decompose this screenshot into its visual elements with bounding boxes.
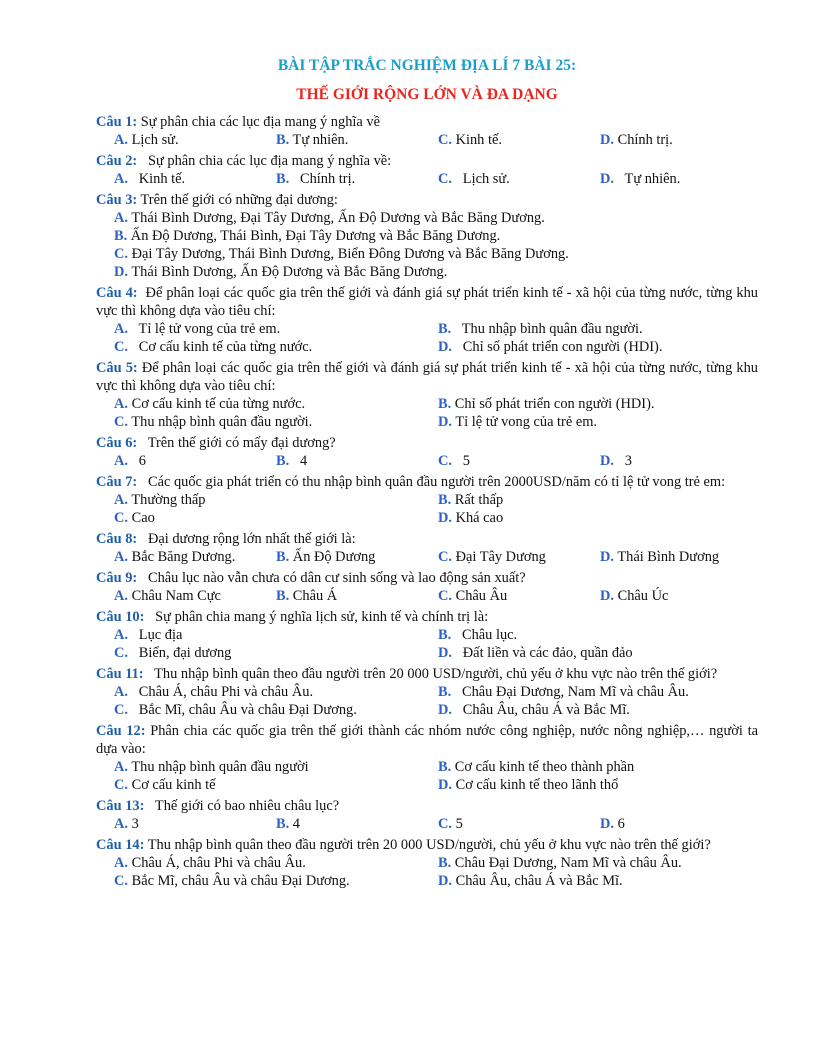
- option-text: Thái Bình Dương, Ấn Độ Dương và Bắc Băng Dương.: [128, 264, 448, 280]
- answer-options: [96, 854, 758, 890]
- question-stem: Để phân loại các quốc gia trên thế giới và đánh giá sự phát triển kinh tế - xã hội của từng nước, từng khu vực thì không dựa vào tiêu chí:: [96, 360, 762, 394]
- question-item: [96, 722, 762, 794]
- question-text: [96, 608, 758, 626]
- option-letter: B.: [438, 684, 452, 700]
- answer-option[interactable]: [114, 209, 758, 227]
- answer-option[interactable]: [438, 548, 600, 566]
- option-letter: C.: [438, 171, 452, 187]
- option-letter: B.: [276, 453, 290, 469]
- answer-option[interactable]: [114, 320, 438, 338]
- option-text: 6: [128, 453, 146, 469]
- answer-option[interactable]: [114, 413, 438, 431]
- question-number: Câu 4:: [96, 285, 138, 301]
- question-item: [96, 434, 758, 470]
- question-number: Câu 11:: [96, 666, 144, 682]
- option-letter: A.: [114, 684, 128, 700]
- option-text: 5: [452, 453, 470, 469]
- answer-options: [96, 320, 758, 356]
- document-page: [96, 56, 762, 890]
- answer-option[interactable]: [114, 452, 276, 470]
- option-letter: C.: [114, 510, 128, 526]
- question-text: [96, 797, 758, 815]
- option-text: Rất thấp: [451, 492, 504, 508]
- question-stem: Trên thế giới có mấy đại dương?: [137, 435, 336, 451]
- option-letter: B.: [276, 816, 290, 832]
- answer-option[interactable]: [114, 245, 758, 263]
- answer-options: [96, 491, 758, 527]
- option-letter: A.: [114, 396, 128, 412]
- question-text: [96, 113, 758, 131]
- option-text: Thu nhập bình quân đầu người.: [128, 414, 313, 430]
- option-text: Châu Á: [289, 588, 338, 604]
- option-text: Thường thấp: [128, 492, 206, 508]
- option-letter: B.: [438, 396, 452, 412]
- option-text: Chỉ số phát triển con người (HDI).: [452, 339, 663, 355]
- option-text: Châu Đại Dương, Nam Mĩ và châu Âu.: [451, 684, 689, 700]
- answer-option[interactable]: [276, 587, 438, 605]
- question-number: Câu 12:: [96, 723, 146, 739]
- answer-option[interactable]: [438, 131, 600, 149]
- question-item: [96, 530, 758, 566]
- question-number: Câu 6:: [96, 435, 138, 451]
- question-item: [96, 152, 758, 188]
- question-stem: Để phân loại các quốc gia trên thế giới và đánh giá sự phát triển kinh tế - xã hội của từng nước, từng khu vực thì không dựa vào tiêu chí:: [96, 285, 762, 319]
- answer-option[interactable]: [600, 131, 758, 149]
- question-item: [96, 113, 758, 149]
- question-stem: Sự phân chia mang ý nghĩa lịch sử, kinh tế và chính trị là:: [144, 609, 489, 625]
- option-text: Tỉ lệ tử vong của trẻ em.: [128, 321, 281, 337]
- answer-option[interactable]: [600, 587, 758, 605]
- option-text: 4: [289, 816, 300, 832]
- answer-option[interactable]: [114, 170, 276, 188]
- option-letter: D.: [114, 264, 128, 280]
- option-text: Tự nhiên.: [289, 132, 349, 148]
- option-letter: B.: [438, 627, 452, 643]
- option-letter: A.: [114, 549, 128, 565]
- answer-options: [96, 758, 758, 794]
- option-letter: C.: [114, 777, 128, 793]
- question-number: Câu 3:: [96, 192, 138, 208]
- option-letter: D.: [438, 645, 452, 661]
- option-letter: B.: [438, 492, 452, 508]
- answer-options: [96, 626, 758, 662]
- question-text: [96, 836, 758, 854]
- question-item: [96, 797, 758, 833]
- question-number: Câu 9:: [96, 570, 138, 586]
- answer-options: [96, 452, 758, 470]
- option-letter: C.: [114, 873, 128, 889]
- answer-options: [96, 170, 758, 188]
- option-letter: C.: [114, 339, 128, 355]
- answer-options: [96, 548, 758, 566]
- option-text: 5: [452, 816, 463, 832]
- option-text: Thái Bình Dương, Đại Tây Dương, Ấn Độ Dương và Bắc Băng Dương.: [128, 210, 545, 226]
- answer-option[interactable]: [438, 413, 758, 431]
- answer-option[interactable]: [438, 626, 758, 644]
- answer-option[interactable]: [438, 854, 758, 872]
- answer-option[interactable]: [438, 644, 758, 662]
- option-text: Ấn Độ Dương: [289, 549, 376, 565]
- option-letter: D.: [438, 510, 452, 526]
- question-stem: Sự phân chia các lục địa mang ý nghĩa về: [137, 114, 380, 130]
- option-letter: C.: [438, 588, 452, 604]
- option-letter: B.: [438, 321, 452, 337]
- option-letter: D.: [438, 702, 452, 718]
- option-text: Châu Úc: [614, 588, 669, 604]
- option-text: 4: [289, 453, 308, 469]
- question-number: Câu 7:: [96, 474, 138, 490]
- option-text: Cơ cấu kinh tế theo lãnh thổ: [452, 777, 619, 793]
- option-text: Lục địa: [128, 627, 183, 643]
- question-stem: Thu nhập bình quân theo đầu người trên 20 000 USD/người, chủ yếu ở khu vực nào trên thế giới?: [143, 666, 718, 682]
- option-text: Châu Âu, châu Á và Bắc Mĩ.: [452, 702, 630, 718]
- answer-option[interactable]: [438, 587, 600, 605]
- question-text: [96, 530, 758, 548]
- answer-options: [96, 587, 758, 605]
- option-letter: A.: [114, 759, 128, 775]
- question-item: [96, 836, 758, 890]
- question-stem: Thu nhập bình quân theo đầu người trên 20 000 USD/người, chủ yếu ở khu vực nào trên thế giới?: [144, 837, 711, 853]
- answer-option[interactable]: [438, 815, 600, 833]
- option-text: Đại Tây Dương: [452, 549, 546, 565]
- question-text: [96, 473, 758, 491]
- question-stem: Các quốc gia phát triển có thu nhập bình quân đầu người trên 2000USD/năm có tỉ lệ tử vong trẻ em:: [137, 474, 726, 490]
- option-text: Bắc Mĩ, châu Âu và châu Đại Dương.: [128, 702, 357, 718]
- answer-option[interactable]: [114, 758, 438, 776]
- option-text: Châu Á, châu Phi và châu Âu.: [128, 684, 314, 700]
- answer-option[interactable]: [114, 491, 438, 509]
- option-letter: B.: [276, 588, 290, 604]
- answer-option[interactable]: [114, 626, 438, 644]
- option-letter: C.: [114, 645, 128, 661]
- question-stem: Trên thế giới có những đại dương:: [137, 192, 338, 208]
- option-letter: A.: [114, 453, 128, 469]
- answer-option[interactable]: [600, 170, 758, 188]
- answer-option[interactable]: [438, 491, 758, 509]
- answer-option[interactable]: [600, 452, 758, 470]
- option-text: Chỉ số phát triển con người (HDI).: [451, 396, 655, 412]
- answer-options: [96, 395, 758, 431]
- answer-option[interactable]: [114, 587, 276, 605]
- option-letter: C.: [438, 816, 452, 832]
- answer-option[interactable]: [438, 452, 600, 470]
- option-letter: A.: [114, 210, 128, 226]
- option-text: Châu Đại Dương, Nam Mĩ và châu Âu.: [451, 855, 682, 871]
- option-text: Cơ cấu kinh tế: [128, 777, 216, 793]
- option-text: Châu Âu: [452, 588, 508, 604]
- answer-option[interactable]: [600, 815, 758, 833]
- answer-option[interactable]: [114, 815, 276, 833]
- option-text: Thái Bình Dương: [614, 549, 720, 565]
- answer-option[interactable]: [438, 170, 600, 188]
- document-subtitle: THẾ GIỚI RỘNG LỚN VÀ ĐA DẠNG: [296, 86, 558, 103]
- question-list: [96, 113, 762, 890]
- answer-option[interactable]: [114, 701, 438, 719]
- option-letter: B.: [276, 171, 290, 187]
- question-text: [96, 359, 762, 395]
- answer-option[interactable]: [114, 509, 438, 527]
- option-text: 3: [128, 816, 139, 832]
- question-stem: Thế giới có bao nhiêu châu lục?: [144, 798, 340, 814]
- question-text: [96, 434, 758, 452]
- question-number: Câu 13:: [96, 798, 145, 814]
- answer-option[interactable]: [276, 452, 438, 470]
- option-text: Đất liền và các đảo, quần đảo: [452, 645, 633, 661]
- question-item: [96, 569, 758, 605]
- option-text: Lịch sử.: [128, 132, 179, 148]
- question-number: Câu 5:: [96, 360, 138, 376]
- question-text: [96, 284, 762, 320]
- question-text: [96, 152, 758, 170]
- option-letter: D.: [438, 873, 452, 889]
- option-letter: D.: [600, 453, 614, 469]
- option-text: Chính trị.: [614, 132, 673, 148]
- answer-option[interactable]: [276, 131, 438, 149]
- option-letter: C.: [438, 453, 452, 469]
- answer-option[interactable]: [114, 683, 438, 701]
- answer-option[interactable]: [114, 644, 438, 662]
- question-item: [96, 665, 758, 719]
- answer-option[interactable]: [438, 701, 758, 719]
- question-number: Câu 8:: [96, 531, 138, 547]
- option-letter: C.: [438, 132, 452, 148]
- option-text: 3: [614, 453, 632, 469]
- answer-option[interactable]: [114, 263, 758, 281]
- option-text: Chính trị.: [289, 171, 356, 187]
- option-letter: B.: [114, 228, 128, 244]
- answer-option[interactable]: [276, 170, 438, 188]
- option-text: Bắc Băng Dương.: [128, 549, 236, 565]
- option-letter: D.: [600, 132, 614, 148]
- answer-option[interactable]: [114, 854, 438, 872]
- option-text: Cơ cấu kinh tế của từng nước.: [128, 339, 313, 355]
- option-text: Lịch sử.: [452, 171, 510, 187]
- option-text: Khá cao: [452, 510, 504, 526]
- question-number: Câu 2:: [96, 153, 138, 169]
- option-text: Tỉ lệ tử vong của trẻ em.: [452, 414, 598, 430]
- question-stem: Châu lục nào vẫn chưa có dân cư sinh sống và lao động sản xuất?: [137, 570, 526, 586]
- option-letter: D.: [600, 549, 614, 565]
- answer-option[interactable]: [600, 548, 758, 566]
- answer-options: [96, 131, 758, 149]
- question-stem: Đại dương rộng lớn nhất thế giới là:: [137, 531, 356, 547]
- option-letter: C.: [114, 702, 128, 718]
- option-letter: B.: [276, 549, 290, 565]
- option-text: Cao: [128, 510, 155, 526]
- option-letter: D.: [438, 339, 452, 355]
- option-text: Châu lục.: [451, 627, 518, 643]
- answer-option[interactable]: [114, 776, 438, 794]
- question-item: [96, 608, 758, 662]
- question-stem: Phân chia các quốc gia trên thế giới thành các nhóm nước công nghiệp, nước nông nghiệp,… người ta dựa vào:: [96, 723, 762, 757]
- answer-options: [96, 815, 758, 833]
- answer-option[interactable]: [438, 395, 758, 413]
- option-text: Tự nhiên.: [614, 171, 681, 187]
- option-letter: A.: [114, 321, 128, 337]
- option-letter: A.: [114, 627, 128, 643]
- option-letter: A.: [114, 855, 128, 871]
- option-text: Ấn Độ Dương, Thái Bình, Đại Tây Dương và Bắc Băng Dương.: [127, 228, 501, 244]
- option-text: 6: [614, 816, 625, 832]
- option-text: Kinh tế.: [128, 171, 186, 187]
- answer-option[interactable]: [438, 872, 758, 890]
- option-text: Châu Á, châu Phi và châu Âu.: [128, 855, 306, 871]
- question-item: [96, 473, 758, 527]
- answer-option[interactable]: [114, 872, 438, 890]
- question-text: [96, 191, 758, 209]
- question-number: Câu 10:: [96, 609, 145, 625]
- question-number: Câu 1:: [96, 114, 138, 130]
- question-text: [96, 665, 758, 683]
- question-text: [96, 569, 758, 587]
- option-letter: B.: [276, 132, 290, 148]
- answer-option[interactable]: [438, 509, 758, 527]
- answer-option[interactable]: [114, 131, 276, 149]
- question-item: [96, 284, 762, 356]
- option-letter: A.: [114, 588, 128, 604]
- option-letter: D.: [600, 588, 614, 604]
- answer-option[interactable]: [438, 758, 758, 776]
- option-text: Cơ cấu kinh tế của từng nước.: [128, 396, 306, 412]
- option-letter: A.: [114, 816, 128, 832]
- answer-option[interactable]: [276, 548, 438, 566]
- option-letter: A.: [114, 171, 128, 187]
- option-letter: A.: [114, 132, 128, 148]
- answer-option[interactable]: [276, 815, 438, 833]
- answer-option[interactable]: [114, 338, 438, 356]
- document-title: BÀI TẬP TRẮC NGHIỆM ĐỊA LÍ 7 BÀI 25:: [277, 57, 577, 74]
- answer-option[interactable]: [438, 320, 758, 338]
- answer-option[interactable]: [438, 683, 758, 701]
- option-letter: B.: [438, 855, 452, 871]
- option-letter: D.: [600, 816, 614, 832]
- question-number: Câu 14:: [96, 837, 145, 853]
- answer-options: [96, 209, 758, 281]
- option-text: Thu nhập bình quân đầu người: [128, 759, 309, 775]
- option-letter: D.: [438, 777, 452, 793]
- option-text: Châu Âu, châu Á và Bắc Mĩ.: [452, 873, 623, 889]
- answer-options: [96, 683, 758, 719]
- option-text: Cơ cấu kinh tế theo thành phần: [451, 759, 635, 775]
- question-stem: Sự phân chia các lục địa mang ý nghĩa về:: [137, 153, 392, 169]
- option-text: Thu nhập bình quân đầu người.: [451, 321, 643, 337]
- option-text: Bắc Mĩ, châu Âu và châu Đại Dương.: [128, 873, 350, 889]
- option-letter: D.: [600, 171, 614, 187]
- option-letter: C.: [438, 549, 452, 565]
- answer-option[interactable]: [114, 548, 276, 566]
- option-letter: B.: [438, 759, 452, 775]
- option-text: Kinh tế.: [452, 132, 502, 148]
- option-letter: C.: [114, 414, 128, 430]
- answer-option[interactable]: [114, 227, 758, 245]
- option-text: Đại Tây Dương, Thái Bình Dương, Biển Đông Dương và Bắc Băng Dương.: [128, 246, 569, 262]
- option-text: Châu Nam Cực: [128, 588, 221, 604]
- question-item: [96, 359, 762, 431]
- option-letter: D.: [438, 414, 452, 430]
- answer-option[interactable]: [438, 338, 758, 356]
- option-letter: C.: [114, 246, 128, 262]
- option-text: Biển, đại dương: [128, 645, 232, 661]
- answer-option[interactable]: [438, 776, 758, 794]
- question-item: [96, 191, 758, 281]
- option-letter: A.: [114, 492, 128, 508]
- answer-option[interactable]: [114, 395, 438, 413]
- question-text: [96, 722, 762, 758]
